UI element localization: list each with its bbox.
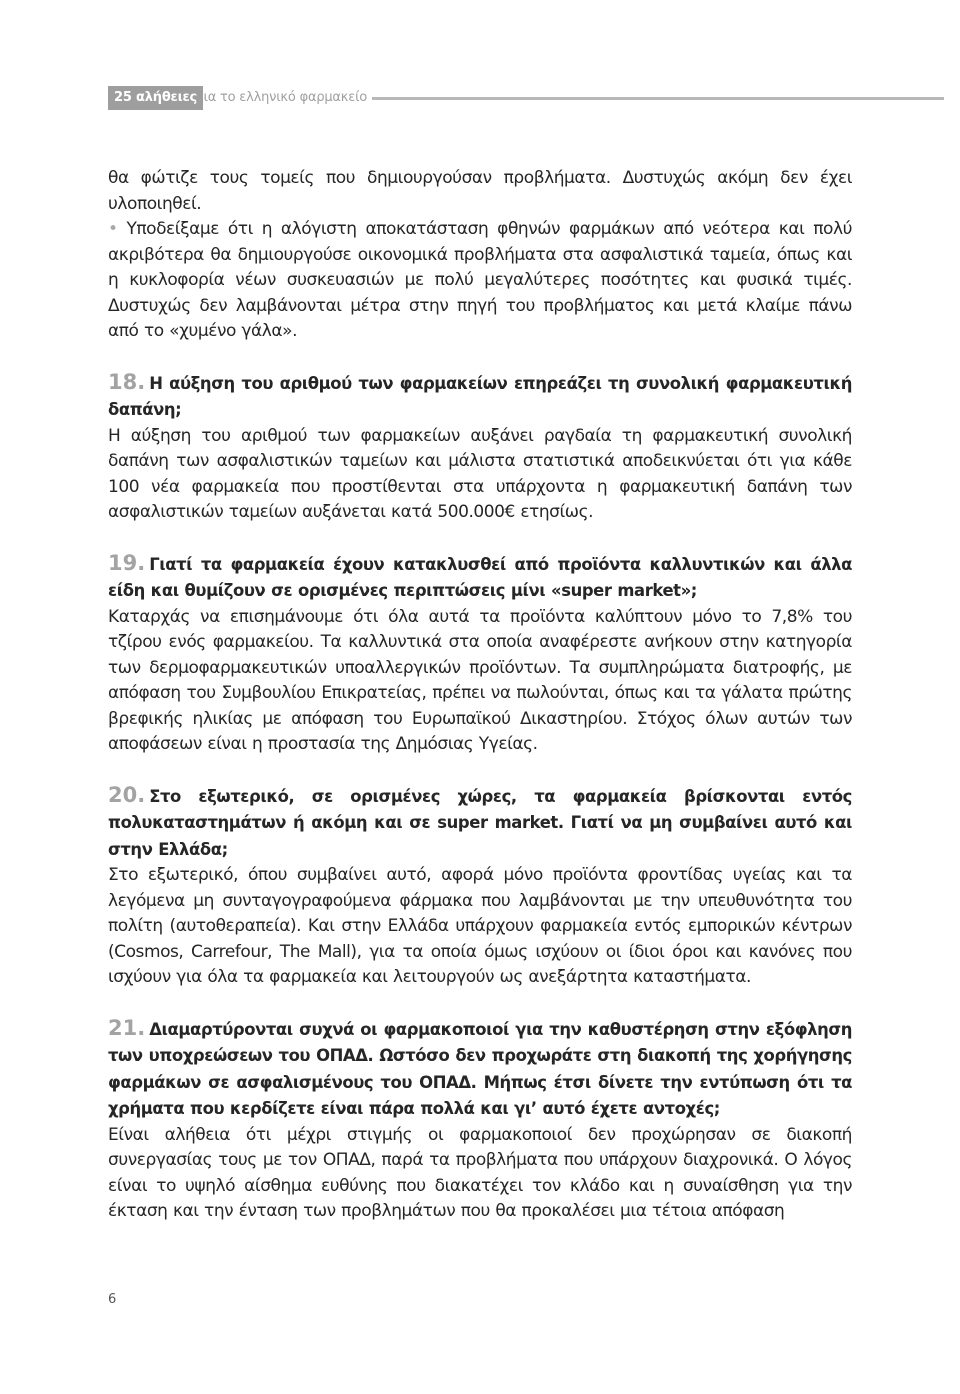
section-answer: Στο εξωτερικό, όπου συμβαίνει αυτό, αφορά μόνο προϊόντα φροντίδας υγείας και τα λεγόμενα μη συνταγογραφούμενα φάρμακα που λαμβάνονται με την υπευθυνότητα του πολίτη (αυτοθεραπεία). Και στην Ελλάδα υπάρχουν φαρμακεία εντός εμπορικών κέντρων (Cosmos, Carrefour, The Mall), για τα οποία όμως ισχύουν οι ίδιοι όροι και κανόνες που ισχύουν για όλα τα φαρμακεία και λειτουργούν ως ανεξάρτητα καταστήματα.	[108, 865, 852, 987]
question-text: Στο εξωτερικό, σε ορισμένες χώρες, τα φαρμακεία βρίσκονται εντός πολυκαταστημάτων ή ακόμη και σε super market. Γιατί να μη συμβαίνει αυτό και στην Ελλάδα;	[108, 786, 852, 859]
section-question	[108, 370, 852, 424]
section-question	[108, 551, 852, 605]
section-answer: Είναι αλήθεια ότι μέχρι στιγμής οι φαρμακοποιοί δεν προχώρησαν σε διακοπή συνεργασίας τους με τον ΟΠΑΔ, παρά τα προβλήματα που υπάρχουν διαχρονικά. Ο λόγος είναι το υψηλό αίσθημα ευθύνης που διακατέχει τον κλάδο και η συναίσθηση για την έκταση και την ένταση των προβλημάτων που θα προκαλέσει μια τέτοια απόφαση	[108, 1124, 852, 1221]
section-question	[108, 1016, 852, 1123]
question-text: Διαμαρτύρονται συχνά οι φαρμακοποιοί για την καθυστέρηση στην εξόφληση των υποχρεώσεων του ΟΠΑΔ. Ωστόσο δεν προχωράτε στη διακοπή της χορήγησης φαρμάκων σε ασφαλισμένους του ΟΠΑΔ. Μήπως έτσι δίνετε την εντύπωση ότι τα χρήματα που κερδίζετε είναι πάρα πολλά και γι’ αυτό έχετε αντοχές;	[108, 1019, 852, 1118]
section-19	[108, 551, 852, 758]
section-answer: Καταρχάς να επισημάνουμε ότι όλα αυτά τα προϊόντα καλύπτουν μόνο το 7,8% του τζίρου ενός φαρμακείου. Τα καλλυντικά στα οποία αναφέρεστε ανήκουν στην κατηγορία των δερμοφαρμακευτικών υποαλλεργικών προϊόντων. Τα συμπληρώματα διατροφής, με απόφαση του Συμβουλίου Επικρατείας, πρέπει να πωλούνται, όπως και τα γάλατα πρώτης βρεφικής ηλικίας με απόφαση του Ευρωπαϊκού Δικαστηρίου. Στόχος όλων αυτών των αποφάσεων είναι η προστασία της Δημόσιας Υγείας.	[108, 606, 852, 754]
section-number: 19.	[108, 550, 146, 575]
page-number: 6	[108, 1292, 117, 1307]
intro-paragraph: θα φώτιζε τους τομείς που δημιουργούσαν προβλήματα. Δυστυχώς ακόμη δεν έχει υλοποιηθεί.	[108, 168, 852, 214]
question-text: Γιατί τα φαρμακεία έχουν κατακλυσθεί από προϊόντα καλλυντικών και άλλα είδη και θυμίζουν σε ορισμένες περιπτώσεις μίνι «super market»;	[108, 554, 852, 600]
intro-bullet-paragraph	[108, 217, 852, 345]
section-21	[108, 1016, 852, 1225]
header-subtitle: για το ελληνικό φαρμακείο	[196, 90, 368, 105]
question-text: Η αύξηση του αριθμού των φαρμακείων επηρεάζει τη συνολική φαρμακευτική δαπάνη;	[108, 373, 852, 419]
section-18	[108, 370, 852, 526]
section-answer: Η αύξηση του αριθμού των φαρμακείων αυξάνει ραγδαία τη φαρμακευτική συνολική δαπάνη των ασφαλιστικών ταμείων και μάλιστα στατιστικά αποδεικνύεται ότι για κάθε 100 νέα φαρμακεία που προστίθενται στα υπάρχοντα η φαρμακευτική δαπάνη των ασφαλιστικών ταμείων αυξάνεται κατά 500.000€ ετησίως.	[108, 425, 852, 522]
page-body	[108, 166, 852, 1225]
section-20	[108, 783, 852, 991]
intro-bullet-text: Υποδείξαμε ότι η αλόγιστη αποκατάσταση φθηνών φαρμάκων από νεότερα και πολύ ακριβότερα θα δημιουργούσε οικονομικά προβλήματα στα ασφαλιστικά ταμεία, όπως και η κυκλοφορία νέων συσκευασιών με πολύ μεγαλύτερες ποσότητες και φυσικά τιμές. Δυστυχώς δεν λαμβάνονται μέτρα στην πηγή του προβλήματος και μετά κλαίμε πάνω από το «χυμένο γάλα».	[108, 219, 852, 341]
header-rule	[372, 97, 944, 100]
section-number: 18.	[108, 369, 146, 394]
bullet-icon: •	[108, 219, 118, 239]
section-number: 21.	[108, 1015, 146, 1040]
header-label: 25 αλήθειες	[108, 86, 203, 110]
running-header	[108, 86, 944, 110]
section-number: 20.	[108, 782, 146, 807]
section-question	[108, 783, 852, 864]
